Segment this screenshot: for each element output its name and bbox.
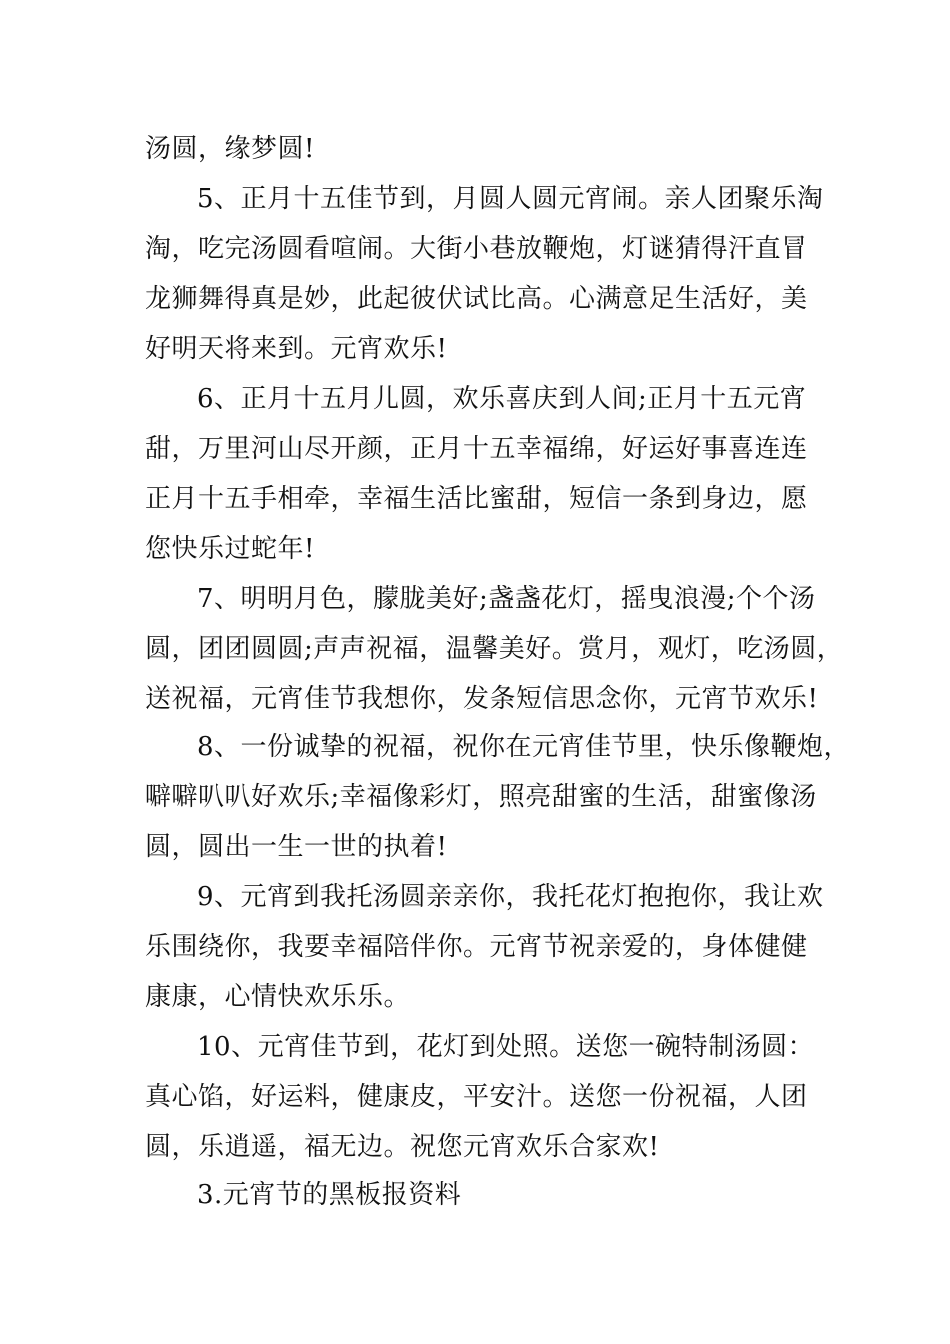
text-line: 9、元宵到我托汤圆亲亲你，我托花灯抱抱你，我让欢: [197, 882, 824, 912]
paragraph-wish-5: [145, 174, 825, 374]
text-line: 淘，吃完汤圆看喧闹。大街小巷放鞭炮，灯谜猜得汗直冒: [145, 234, 808, 264]
text-line: 10、元宵佳节到，花灯到处照。送您一碗特制汤圆：: [197, 1032, 815, 1062]
heading-line: 3.元宵节的黑板报资料: [197, 1180, 462, 1210]
text-line: 好明天将来到。元宵欢乐!: [145, 334, 448, 364]
text-line: 乐围绕你，我要幸福陪伴你。元宵节祝亲爱的，身体健健: [145, 932, 808, 962]
text-line: 6、正月十五月儿圆，欢乐喜庆到人间;正月十五元宵: [197, 384, 807, 414]
section-heading: [145, 1170, 825, 1220]
text-line: 8、一份诚挚的祝福，祝你在元宵佳节里，快乐像鞭炮，: [197, 732, 851, 762]
paragraph-wish-10: [145, 1022, 825, 1172]
text-line: 5、正月十五佳节到，月圆人圆元宵闹。亲人团聚乐淘: [197, 184, 824, 214]
text-line: 您快乐过蛇年!: [145, 534, 315, 564]
text-line: 汤圆，缘梦圆!: [145, 134, 315, 164]
text-line: 圆，圆出一生一世的执着!: [145, 832, 448, 862]
text-line: 龙狮舞得真是妙，此起彼伏试比高。心满意足生活好，美: [145, 284, 808, 314]
text-line: 圆，乐逍遥，福无边。祝您元宵欢乐合家欢!: [145, 1132, 660, 1162]
text-line: 圆，团团圆圆;声声祝福，温馨美好。赏月，观灯，吃汤圆，: [145, 634, 844, 664]
text-line: 真心馅，好运料，健康皮，平安汁。送您一份祝福，人团: [145, 1082, 808, 1112]
paragraph-wish-8: [145, 722, 851, 872]
text-line: 甜，万里河山尽开颜，正月十五幸福绵，好运好事喜连连: [145, 434, 808, 464]
text-line: 康康，心情快欢乐乐。: [145, 982, 411, 1012]
text-line: 7、明明月色，朦胧美好;盏盏花灯，摇曳浪漫;个个汤: [197, 584, 816, 614]
paragraph-wish-7: [145, 574, 844, 724]
text-line: 正月十五手相牵，幸福生活比蜜甜，短信一条到身边，愿: [145, 484, 808, 514]
paragraph-wish-9: [145, 872, 825, 1022]
paragraph-wish-6: [145, 374, 825, 574]
text-line: 噼噼叭叭好欢乐;幸福像彩灯，照亮甜蜜的生活，甜蜜像汤: [145, 782, 817, 812]
text-line: 送祝福，元宵佳节我想你，发条短信思念你，元宵节欢乐!: [145, 684, 819, 714]
paragraph-continuation: [145, 124, 825, 174]
